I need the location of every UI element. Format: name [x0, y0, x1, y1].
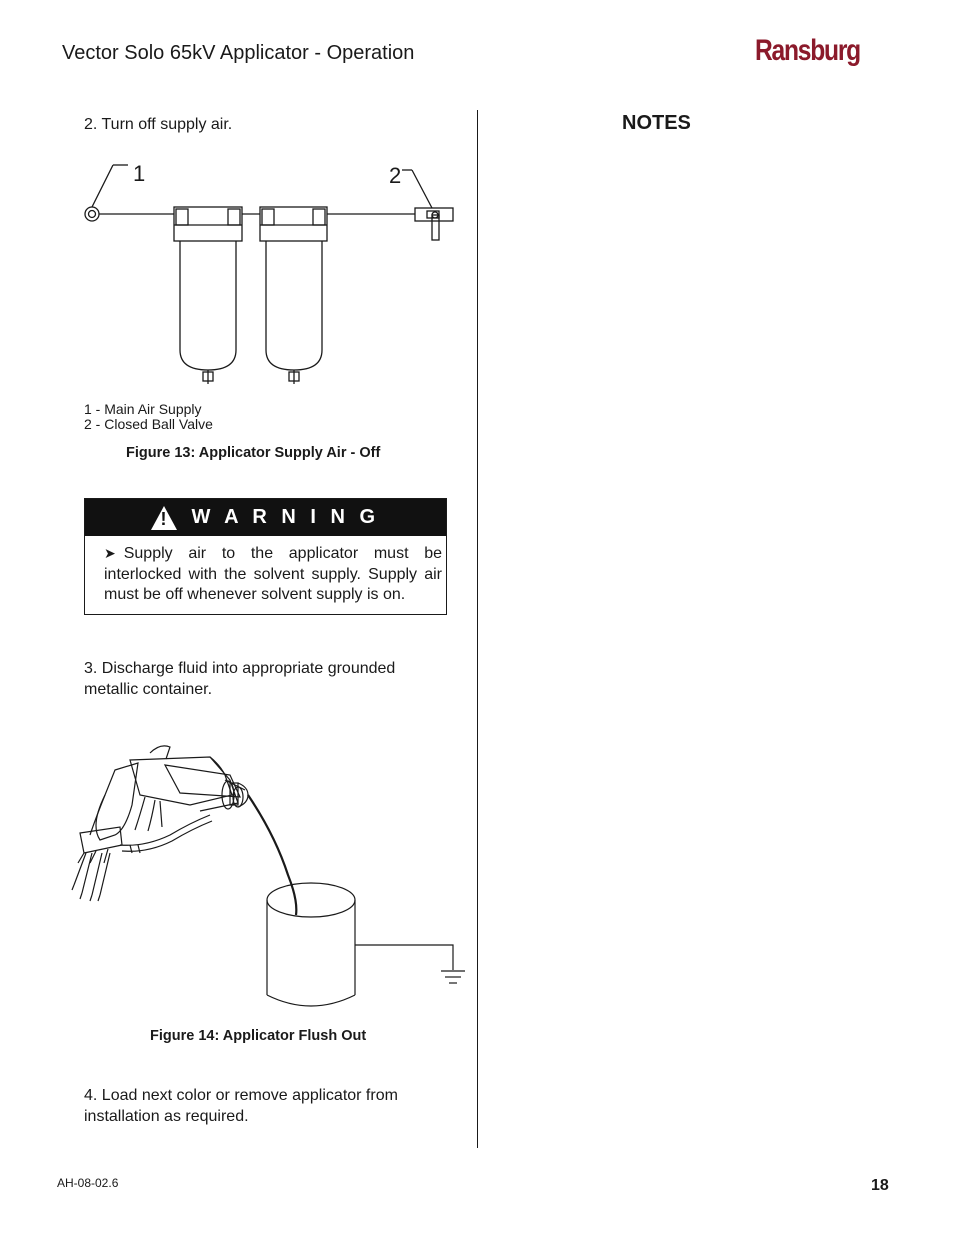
- step-3-text: 3. Discharge fluid into appropriate grounded metallic container.: [84, 660, 396, 698]
- page-number: 18: [871, 1177, 889, 1194]
- figure-13-diagram: [80, 155, 460, 390]
- ground-wire: [355, 945, 453, 970]
- figure-14-diagram: [60, 735, 470, 1020]
- figure-13-caption: Figure 13: Applicator Supply Air - Off: [126, 445, 381, 461]
- filter-bowl-2: [260, 207, 327, 384]
- figure-13-legend: [84, 402, 213, 432]
- legend-item-1: 1 - Main Air Supply: [84, 401, 202, 417]
- warning-box: [84, 498, 447, 615]
- warning-triangle-icon: [151, 506, 177, 530]
- closed-ball-valve: [415, 208, 453, 240]
- filter-bowl-1: [174, 207, 242, 384]
- warning-body: [104, 543, 442, 606]
- brand-logo: Ransburg: [755, 34, 860, 67]
- column-divider: [477, 110, 478, 1148]
- step-4-text: 4. Load next color or remove applicator from installation as required.: [84, 1087, 398, 1125]
- chevron-right-icon: ➤: [104, 545, 116, 561]
- document-code: AH-08-02.6: [57, 1176, 119, 1190]
- main-air-supply-fitting: [85, 207, 99, 221]
- warning-header: [85, 499, 446, 536]
- spray-gun-applicator: [72, 746, 248, 901]
- callout-2-label: 2: [389, 163, 402, 188]
- warning-title: W A R N I N G: [191, 506, 380, 528]
- callout-1-label: 1: [133, 161, 146, 186]
- grounded-metallic-container: [267, 883, 355, 1006]
- callout-1-leader: [92, 165, 113, 207]
- warning-text: Supply air to the applicator must be interlocked with the solvent supply. Supply air must be off whenever solvent supply is on.: [104, 545, 442, 603]
- notes-heading: NOTES: [622, 112, 691, 134]
- figure-14-caption: Figure 14: Applicator Flush Out: [150, 1028, 367, 1044]
- step-2-text: 2. Turn off supply air.: [84, 116, 233, 133]
- legend-item-2: 2 - Closed Ball Valve: [84, 416, 213, 432]
- page-header-title: Vector Solo 65kV Applicator - Operation: [62, 42, 415, 64]
- callout-2-leader: [412, 170, 432, 208]
- warning-symbol: !: [160, 508, 167, 529]
- discharge-stream: [248, 795, 296, 915]
